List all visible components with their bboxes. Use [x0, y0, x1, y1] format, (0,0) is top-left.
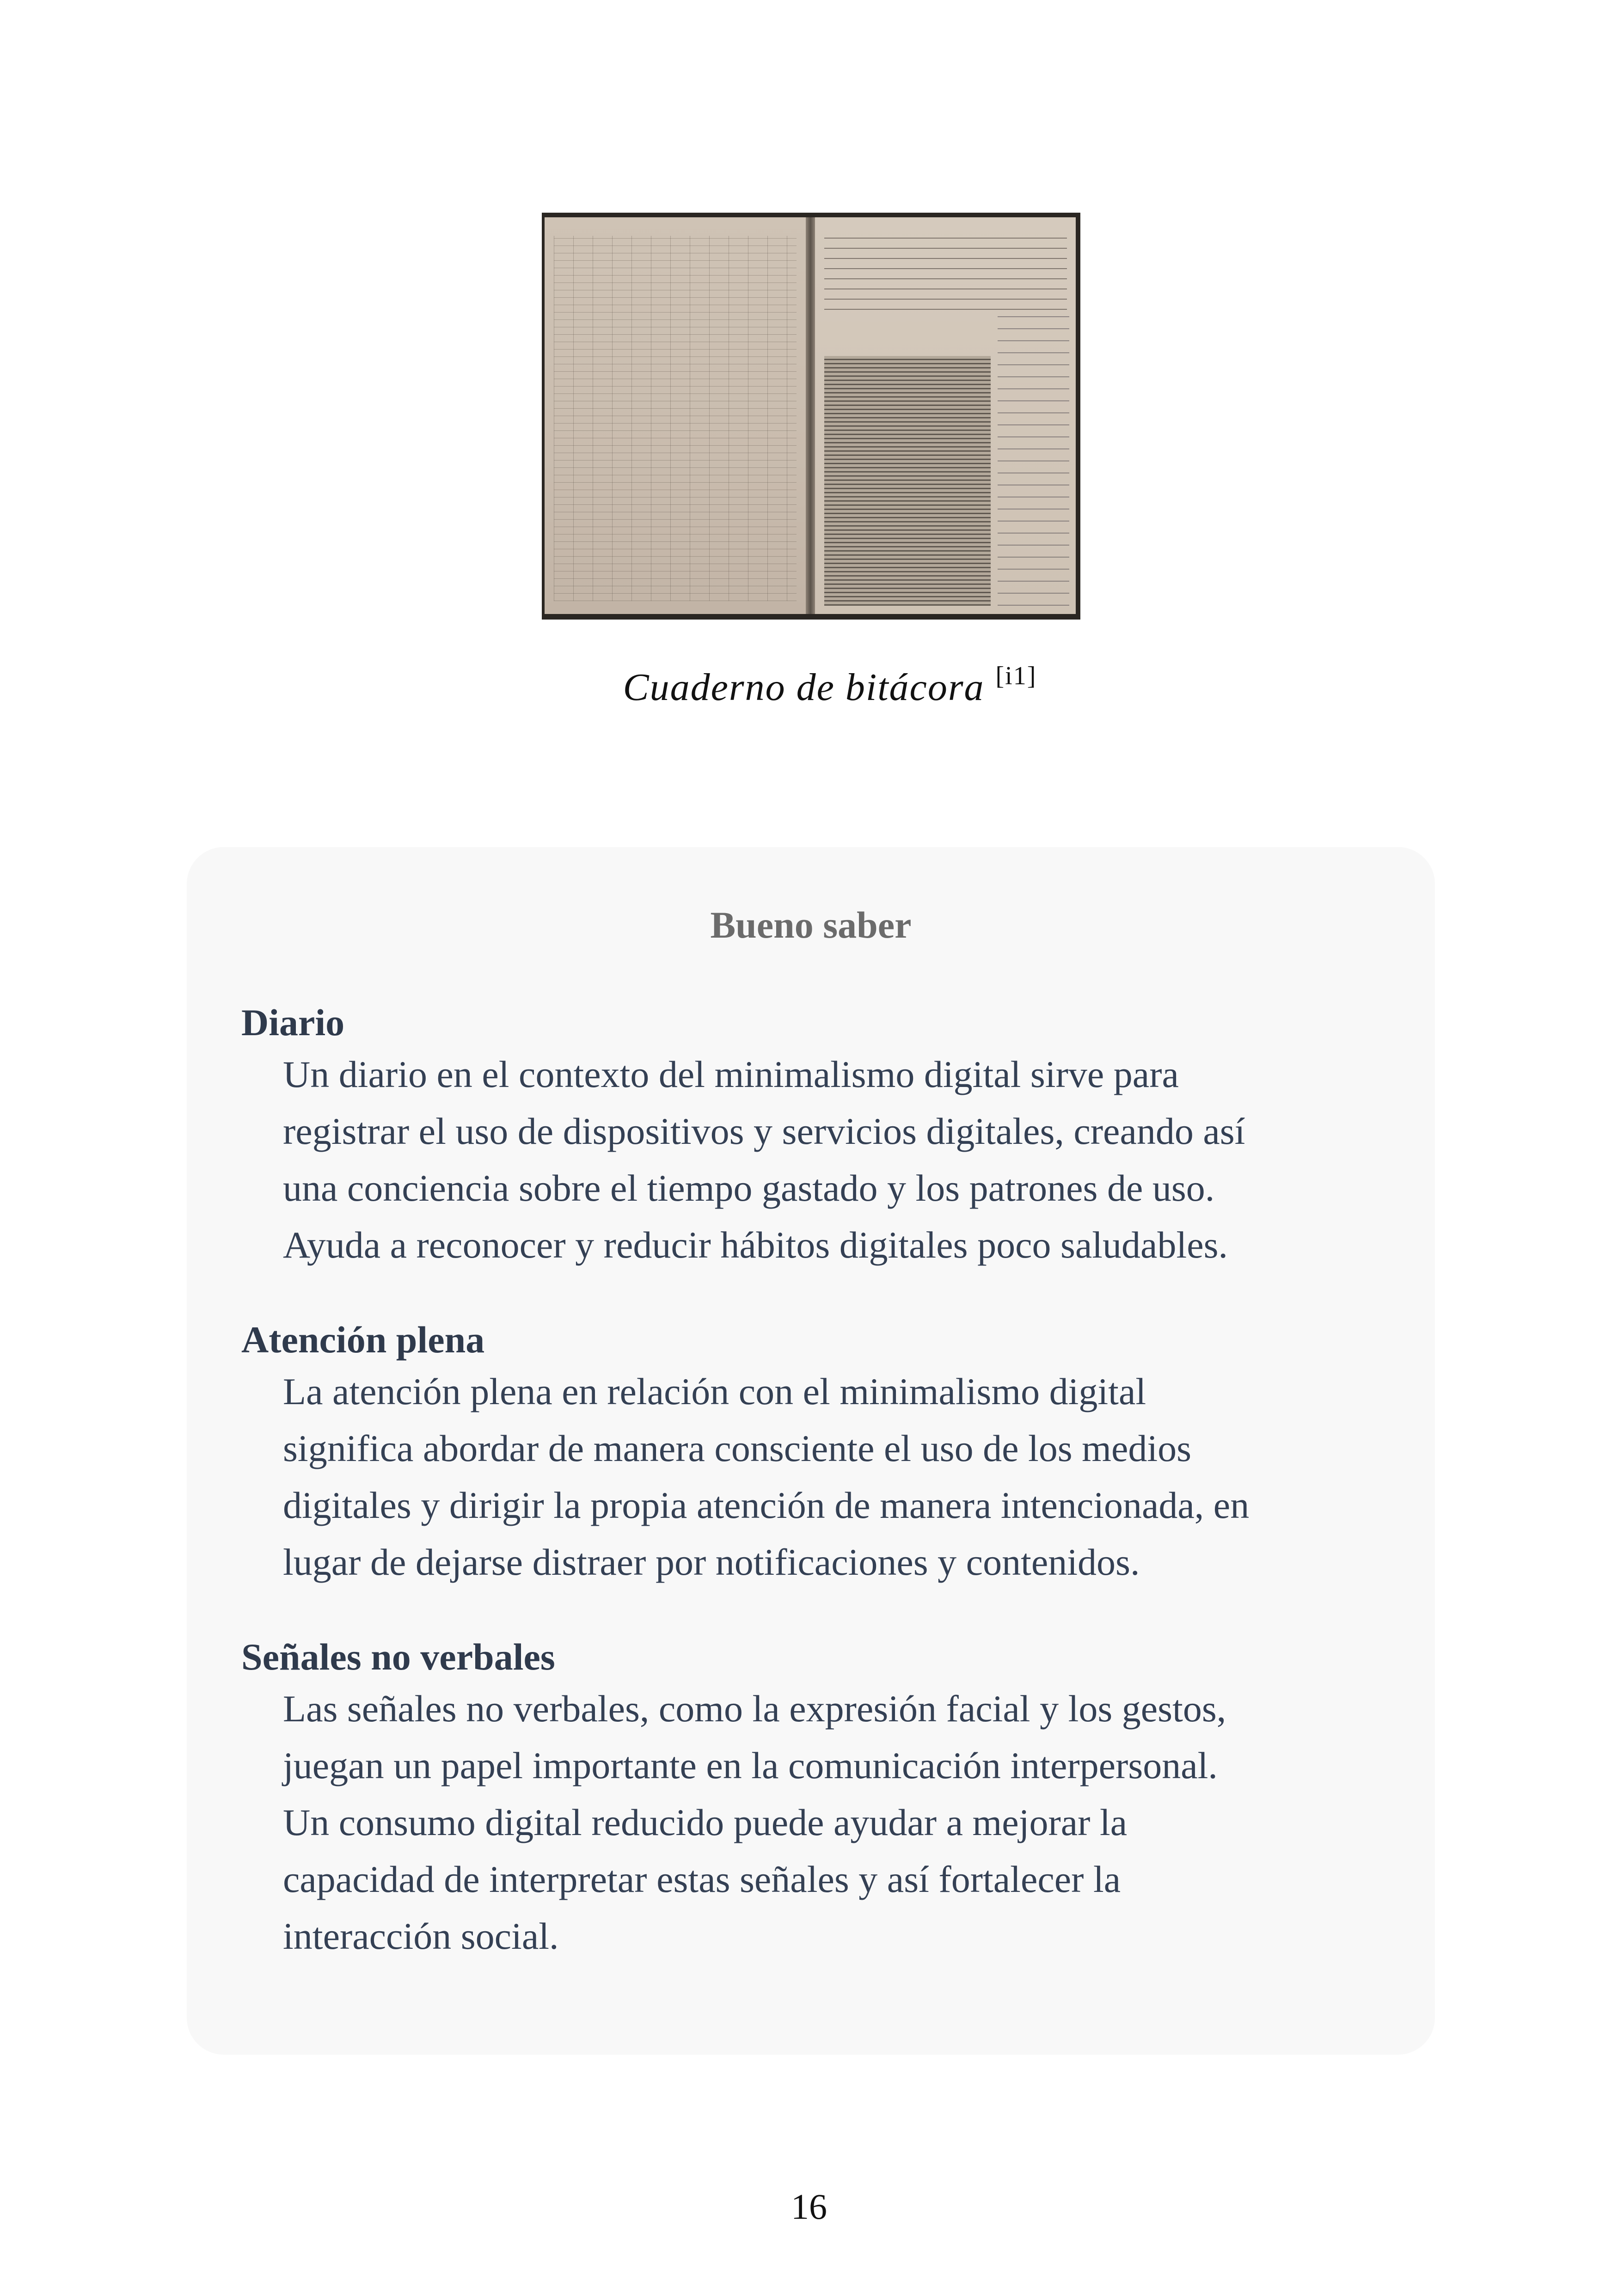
logbook-ruled-lines — [824, 231, 1067, 310]
entry-definition — [241, 1680, 1397, 1964]
definition-line: interacción social. — [283, 1915, 559, 1957]
figure — [542, 213, 1080, 620]
definition-line: Las señales no verbales, como la expresión facial y los gestos, — [283, 1688, 1226, 1730]
definition-line: lugar de dejarse distraer por notificaciones y contenidos. — [283, 1541, 1140, 1583]
definition-line: una conciencia sobre el tiempo gastado y los patrones de uso. — [283, 1167, 1215, 1209]
definition-line: Un consumo digital reducido puede ayudar a mejorar la — [283, 1801, 1128, 1843]
entry-term: Diario — [241, 1001, 345, 1044]
entry-senales-no-verbales — [241, 1634, 1397, 1964]
logbook-gutter — [806, 217, 815, 614]
definition-line: La atención plena en relación con el minimalismo digital — [283, 1370, 1146, 1412]
definition-line: Ayuda a reconocer y reducir hábitos digitales poco saludables. — [283, 1224, 1228, 1266]
definition-line: capacidad de interpretar estas señales y así fortalecer la — [283, 1858, 1121, 1900]
definition-line: registrar el uso de dispositivos y servicios digitales, creando así — [283, 1110, 1245, 1152]
entry-term: Señales no verbales — [241, 1636, 555, 1678]
entry-term: Atención plena — [241, 1319, 485, 1361]
logbook-table-grid — [554, 236, 797, 601]
figure-caption — [0, 661, 1618, 710]
entry-definition — [241, 1046, 1397, 1273]
entry-atencion-plena — [241, 1317, 1397, 1590]
logbook-photo — [542, 213, 1080, 620]
definition-line: juegan un papel importante en la comunicación interpersonal. — [283, 1744, 1218, 1786]
definition-line: Un diario en el contexto del minimalismo digital sirve para — [283, 1053, 1179, 1095]
caption-text: Cuaderno de bitácora — [623, 666, 985, 709]
caption-reference[interactable]: [i1] — [995, 662, 1037, 690]
definition-line: significa abordar de manera consciente el uso de los medios — [283, 1427, 1192, 1469]
definition-line: digitales y dirigir la propia atención de manera intencionada, en — [283, 1484, 1250, 1526]
logbook-right-page — [815, 217, 1076, 614]
entry-definition — [241, 1363, 1397, 1590]
good-to-know-box — [187, 847, 1435, 2055]
logbook-typed-sheet — [824, 356, 991, 606]
logbook-left-page — [545, 217, 806, 614]
page-number: 16 — [791, 2186, 827, 2227]
logbook-handwriting — [998, 314, 1069, 606]
box-title: Bueno saber — [710, 904, 912, 946]
entry-diario — [241, 1000, 1397, 1273]
